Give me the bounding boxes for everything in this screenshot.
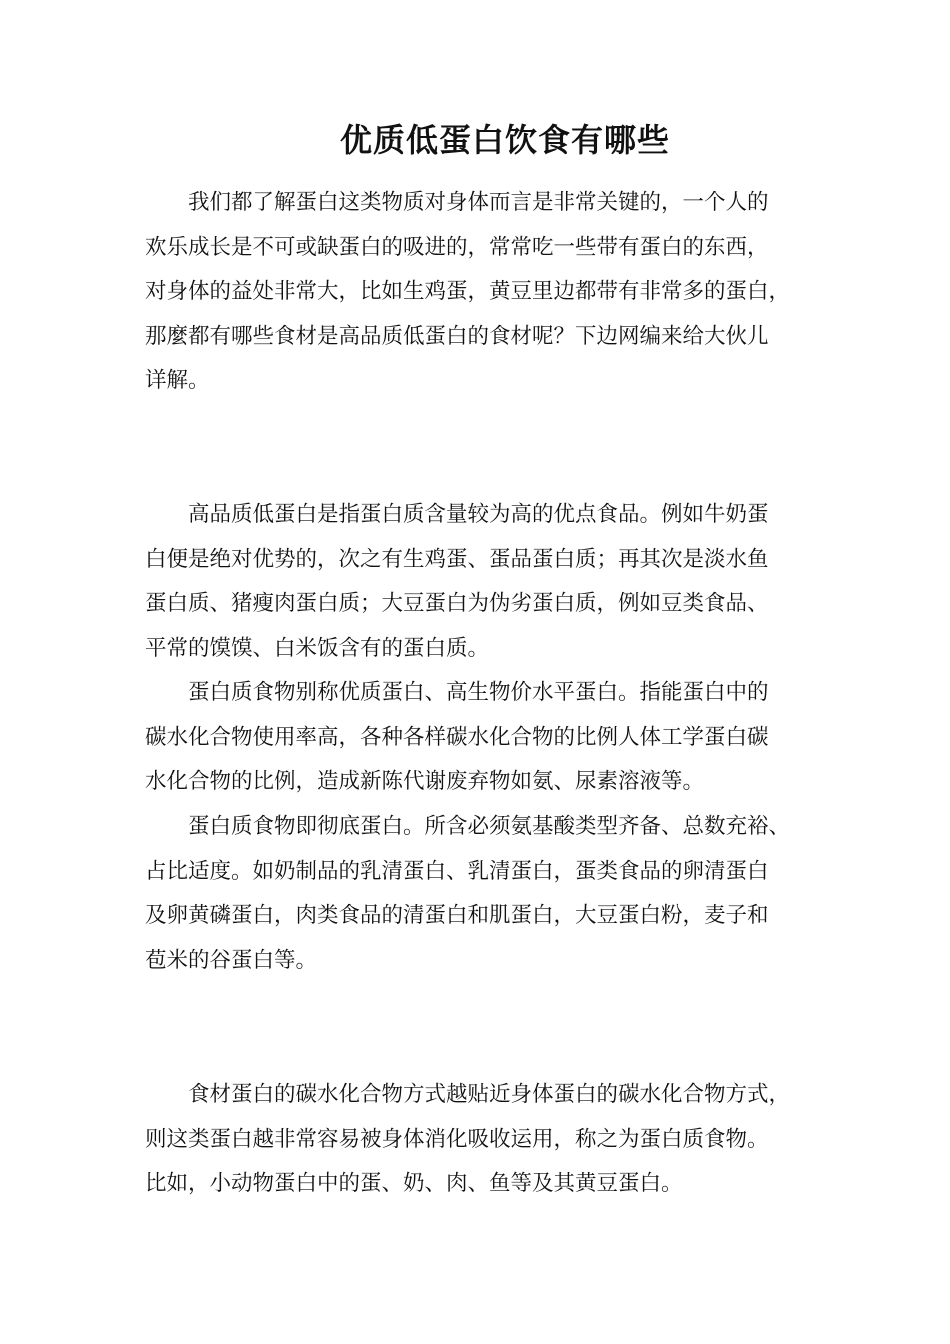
text-line: 则这类蛋白越非常容易被身体消化吸收运用，称之为蛋白质食物。 xyxy=(145,1126,769,1152)
text-line: 食材蛋白的碳水化合物方式越贴近身体蛋白的碳水化合物方式， xyxy=(188,1082,791,1107)
text-line: 白便是绝对优势的，次之有生鸡蛋、蛋品蛋白质；再其次是淡水鱼 xyxy=(145,546,769,572)
text-line: 对身体的益处非常大，比如生鸡蛋，黄豆里边都带有非常多的蛋白， xyxy=(145,279,791,304)
paragraph-high-quality-protein xyxy=(145,493,825,671)
text-line: 水化合物的比例，造成新陈代谢废弃物如氨、尿素溶液等。 xyxy=(145,769,705,794)
paragraph-intro xyxy=(145,181,825,404)
text-line: 我们都了解蛋白这类物质对身体而言是非常关键的，一个人的 xyxy=(188,190,769,215)
paragraph-protein-food-definition xyxy=(145,671,825,805)
text-line: 及卵黄磷蛋白，肉类食品的清蛋白和肌蛋白，大豆蛋白粉，麦子和 xyxy=(145,903,769,928)
text-line: 高品质低蛋白是指蛋白质含量较为高的优点食品。例如牛奶蛋 xyxy=(188,502,769,527)
paragraph-absorption xyxy=(145,1073,825,1207)
text-line: 比如，小动物蛋白中的蛋、奶、肉、鱼等及其黄豆蛋白。 xyxy=(145,1171,683,1196)
text-line: 平常的馍馍、白米饭含有的蛋白质。 xyxy=(145,635,490,661)
text-line: 那麼都有哪些食材是高品质低蛋白的食材呢？下边网编来给大伙儿 xyxy=(145,323,769,349)
text-line: 欢乐成长是不可或缺蛋白的吸进的，常常吃一些带有蛋白的东西， xyxy=(145,234,769,260)
paragraph-complete-protein xyxy=(145,805,825,983)
text-line: 苞米的谷蛋白等。 xyxy=(145,947,318,973)
text-line: 蛋白质食物别称优质蛋白、高生物价水平蛋白。指能蛋白中的 xyxy=(188,680,769,705)
text-line: 碳水化合物使用率高，各种各样碳水化合物的比例人体工学蛋白碳 xyxy=(145,724,769,750)
text-line: 占比适度。如奶制品的乳清蛋白、乳清蛋白，蛋类食品的卵清蛋白 xyxy=(145,858,769,884)
text-line: 蛋白质食物即彻底蛋白。所含必须氨基酸类型齐备、总数充裕、 xyxy=(188,814,791,839)
text-line: 详解。 xyxy=(145,368,210,393)
text-line: 蛋白质、猪瘦肉蛋白质；大豆蛋白为伪劣蛋白质，例如豆类食品、 xyxy=(145,591,769,616)
document-title: 优质低蛋白饮食有哪些 xyxy=(339,121,670,159)
